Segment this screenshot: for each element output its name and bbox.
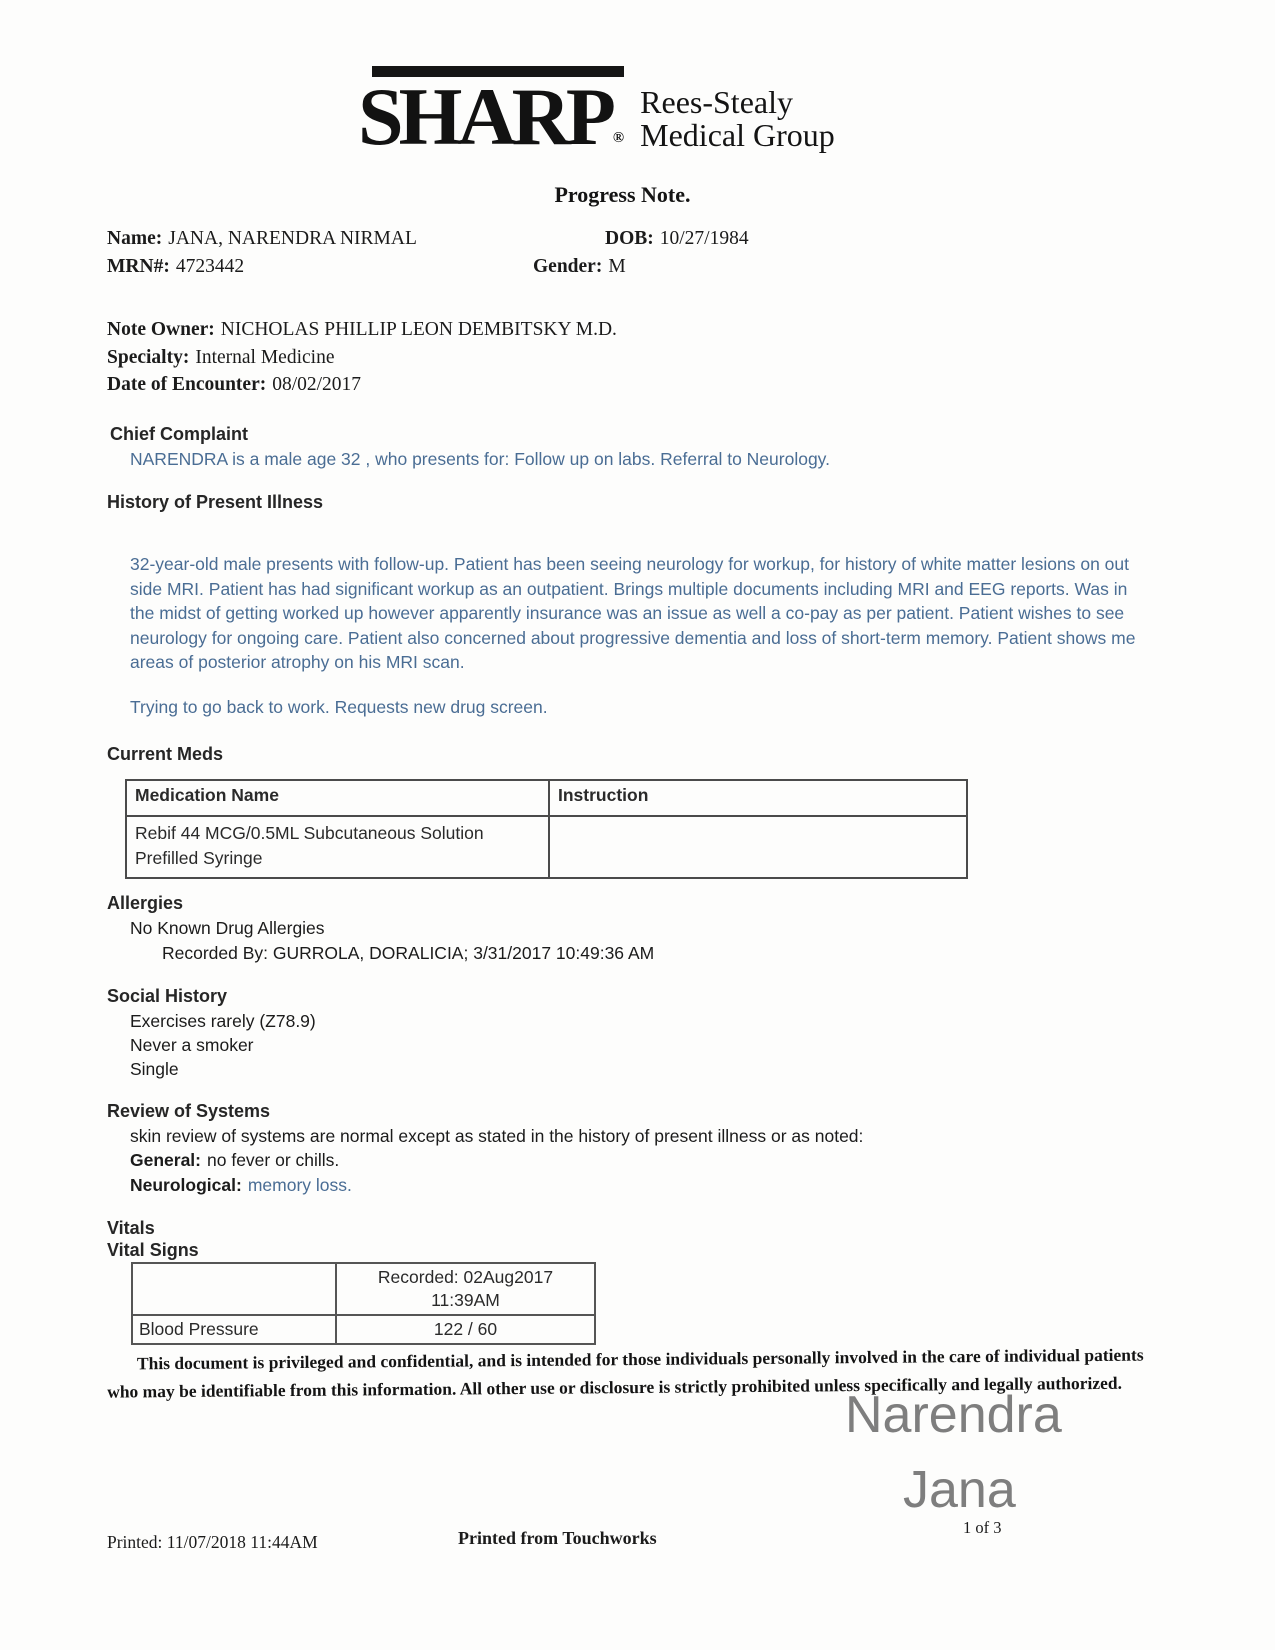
sharp-wordmark <box>358 66 625 162</box>
meds-header-medication-name: Medication Name <box>126 780 549 816</box>
gender-label: Gender: <box>533 256 603 277</box>
social-history-item-exercise: Exercises rarely (Z78.9) <box>130 1011 316 1031</box>
current-meds-title: Current Meds <box>107 744 224 764</box>
patient-gender: M <box>608 256 626 277</box>
dob-label: DOB: <box>605 228 654 249</box>
vitals-recorded-header-cell <box>336 1263 595 1315</box>
vitals-recorded-line1: Recorded: 02Aug2017 <box>377 1267 554 1287</box>
ros-neuro-label: Neurological: <box>130 1175 242 1195</box>
specialty-row <box>107 344 617 372</box>
patient-dob: 10/27/1984 <box>659 228 749 249</box>
vitals-bp-value-cell: 122 / 60 <box>336 1315 595 1344</box>
logo-subtitle-line1: Rees-Stealy <box>640 84 793 120</box>
encounter-date-row <box>107 371 617 399</box>
vitals-bp-label-cell: Blood Pressure <box>132 1315 336 1344</box>
vitals-title: Vitals <box>107 1218 155 1238</box>
vital-signs-subtitle: Vital Signs <box>107 1240 199 1260</box>
social-history-item-smoking: Never a smoker <box>130 1035 254 1055</box>
logo-sharp-text <box>358 71 625 162</box>
note-owner-label: Note Owner: <box>107 319 215 340</box>
meds-header-instruction: Instruction <box>549 780 967 816</box>
allergies-title: Allergies <box>107 893 184 913</box>
social-history-title: Social History <box>107 986 228 1006</box>
vitals-recorded-line2: 11:39AM <box>431 1290 500 1310</box>
name-label: Name: <box>107 228 163 249</box>
hpi-paragraph2: Trying to go back to work. Requests new drug screen. <box>130 697 548 717</box>
vitals-header-row <box>132 1263 595 1315</box>
chief-complaint-text: NARENDRA is a male age 32 , who presents for: Follow up on labs. Referral to Neurology. <box>130 449 830 469</box>
printed-from-label: Printed from Touchworks <box>458 1528 657 1548</box>
specialty-label: Specialty: <box>107 346 190 368</box>
logo-subtitle <box>640 66 835 151</box>
patient-mrn: 4723442 <box>175 256 245 277</box>
meds-header-row <box>126 780 967 816</box>
patient-name-row <box>107 228 1167 256</box>
logo-main-text: SHARP <box>358 71 611 162</box>
patient-mrn-row <box>107 256 1167 284</box>
ros-general-label: General: <box>130 1150 201 1170</box>
allergies-line1: No Known Drug Allergies <box>130 918 325 938</box>
ros-general-text: no fever or chills. <box>207 1150 340 1170</box>
dob-group <box>605 228 749 250</box>
ros-general-row <box>130 1150 339 1171</box>
encounter-date-label: Date of Encounter: <box>107 374 267 395</box>
registered-trademark-icon: ® <box>612 130 625 146</box>
current-meds-table <box>125 779 968 879</box>
vitals-empty-header-cell <box>132 1263 336 1315</box>
patient-name: JANA, NARENDRA NIRMAL <box>168 228 417 249</box>
table-row <box>132 1315 595 1344</box>
allergies-recorded-by: Recorded By: GURROLA, DORALICIA; 3/31/2017 10:49:36 AM <box>162 943 655 963</box>
mrn-label: MRN#: <box>107 256 170 277</box>
page-number: 1 of 3 <box>963 1518 1002 1537</box>
ros-intro: skin review of systems are normal except as stated in the history of present illness or as noted: <box>130 1126 864 1146</box>
chief-complaint-title: Chief Complaint <box>110 424 248 444</box>
note-owner-block <box>107 316 617 399</box>
printed-timestamp: Printed: 11/07/2018 11:44AM <box>107 1532 318 1552</box>
meds-cell-instruction <box>549 816 967 878</box>
ros-neuro-row <box>130 1175 352 1196</box>
gender-group <box>533 256 626 278</box>
vital-signs-table <box>131 1262 596 1345</box>
social-history-item-marital: Single <box>130 1059 179 1079</box>
hpi-title: History of Present Illness <box>107 492 324 512</box>
encounter-date: 08/02/2017 <box>272 374 362 395</box>
watermark-first-name: Narendra <box>845 1386 1062 1444</box>
meds-cell-medication-name: Rebif 44 MCG/0.5ML Subcutaneous Solution Prefilled Syringe <box>126 816 549 878</box>
specialty: Internal Medicine <box>195 346 335 368</box>
document-title: Progress Note. <box>554 182 691 207</box>
hpi-paragraph: 32-year-old male presents with follow-up. Patient has been seeing neurology for workup, for history of white matter lesions on out side MRI. Patient has had significant workup as an outpatient. Brings multiple documents including MRI and EEG reports. Was in the midst of getting worked up however apparently insurance was an issue as well a co-pay as per patient. Patient wishes to see neurology for ongoing care. Patient also concerned about progressive dementia and loss of short-term memory. Patient shows me areas of posterior atrophy on his MRI scan. <box>130 554 1136 672</box>
sharp-rees-stealy-logo <box>358 66 835 162</box>
patient-info-block <box>107 228 1167 284</box>
ros-neuro-text: memory loss. <box>247 1175 352 1195</box>
note-owner-row <box>107 316 617 344</box>
logo-subtitle-line2: Medical Group <box>640 116 835 153</box>
watermark-last-name: Jana <box>903 1461 1016 1519</box>
note-owner: NICHOLAS PHILLIP LEON DEMBITSKY M.D. <box>220 319 617 340</box>
table-row <box>126 816 967 878</box>
confidentiality-disclaimer: This document is privileged and confidential, and is intended for those individuals personally involved in the care of individual patients who may be identifiable from this information. All other use or disclosure is strictly prohibited unless specifically and legally authorized. <box>107 1344 1144 1402</box>
ros-title: Review of Systems <box>107 1101 271 1121</box>
